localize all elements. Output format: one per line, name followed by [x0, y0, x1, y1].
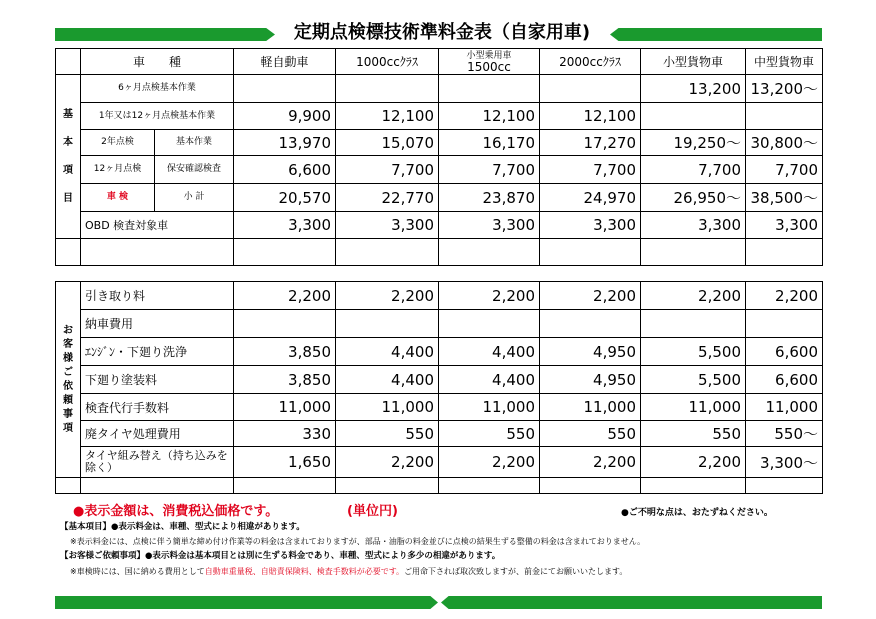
cell: 7,700 — [439, 156, 540, 184]
side-char: 目 — [63, 192, 73, 204]
cell: 3,850 — [234, 338, 336, 366]
side-char: 頼 — [63, 394, 73, 406]
header-mid-freight: 中型貨物車 — [746, 49, 823, 75]
cell: 11,000 — [336, 394, 439, 421]
cell: 30,800～ — [746, 130, 823, 156]
cell: 20,570 — [234, 184, 336, 212]
cell: 330 — [234, 421, 336, 447]
cell: 2,200 — [439, 282, 540, 310]
row-label-1year: 1年又は12ヶ月点検基本作業 — [81, 103, 234, 130]
cell: 17,270 — [540, 130, 641, 156]
cell — [746, 310, 823, 338]
cell — [540, 75, 641, 103]
row-label-tire-disposal: 廃タイヤ処理費用 — [81, 421, 234, 447]
cell — [336, 310, 439, 338]
row-label-shaken: 車 検 — [81, 184, 155, 212]
cell: 3,300 — [746, 212, 823, 239]
cell: 2,200 — [746, 282, 823, 310]
header-small-freight: 小型貨物車 — [641, 49, 746, 75]
cell: 11,000 — [746, 394, 823, 421]
cell — [336, 75, 439, 103]
cell: 11,000 — [439, 394, 540, 421]
side-char: 様 — [63, 352, 73, 364]
cell: 3,300 — [641, 212, 746, 239]
cell — [234, 310, 336, 338]
header-1000cc: 1000ccｸﾗｽ — [336, 49, 439, 75]
cell: 4,400 — [439, 338, 540, 366]
cell: 4,950 — [540, 366, 641, 394]
cell: 15,070 — [336, 130, 439, 156]
contact-note: ●ご不明な点は、おたずねください。 — [621, 508, 773, 518]
row-label-6month: 6ヶ月点検基本作業 — [81, 75, 234, 103]
cell — [746, 103, 823, 130]
cell: 13,200 — [641, 75, 746, 103]
side-char: ご — [63, 366, 73, 378]
note-request: 【お客様ご依頼事項】●表示料金は基本項目とは別に生ずる料金であり、車種、型式により多少の相違があります。 — [60, 551, 501, 561]
cell — [439, 75, 540, 103]
cell: 22,770 — [336, 184, 439, 212]
row-label-engine-wash: ｴﾝｼﾞﾝ・下廻り洗浄 — [81, 338, 234, 366]
cell — [641, 103, 746, 130]
cell: 2,200 — [234, 282, 336, 310]
row-label-inspection-fee: 検査代行手数料 — [81, 394, 234, 421]
unit-note: (単位円) — [347, 504, 398, 519]
row-label-delivery: 納車費用 — [81, 310, 234, 338]
cell: 6,600 — [746, 338, 823, 366]
note-shaken-b: ご用命下されば取次致しますが、前金にてお願いいたします。 — [404, 567, 628, 576]
cell: 6,600 — [746, 366, 823, 394]
cell: 24,970 — [540, 184, 641, 212]
row-label-tire-change: タイヤ組み替え（持ち込みを除く） — [81, 447, 234, 478]
cell: 3,300～ — [746, 447, 823, 478]
top-banner-left — [55, 28, 275, 41]
row-label-safety-check: 保安確認検査 — [155, 156, 234, 184]
side-label-request — [56, 282, 81, 478]
row-label-subtotal: 小 計 — [155, 184, 234, 212]
side-char: お — [63, 324, 73, 336]
cell: 3,300 — [540, 212, 641, 239]
basic-items-table — [55, 48, 823, 266]
row-label-underbody-paint: 下廻り塗装料 — [81, 366, 234, 394]
header-kei: 軽自動車 — [234, 49, 336, 75]
cell: 13,200～ — [746, 75, 823, 103]
cell: 12,100 — [540, 103, 641, 130]
cell — [234, 75, 336, 103]
header-small-line2: 1500cc — [467, 59, 511, 74]
cell: 38,500～ — [746, 184, 823, 212]
cell: 9,900 — [234, 103, 336, 130]
side-label-basic — [56, 75, 81, 239]
note-basic: 【基本項目】●表示料金は、車種、型式により相違があります。 — [60, 522, 305, 532]
cell: 11,000 — [234, 394, 336, 421]
cell — [641, 310, 746, 338]
row-label-pickup: 引き取り料 — [81, 282, 234, 310]
cell: 550 — [540, 421, 641, 447]
cell: 12,100 — [439, 103, 540, 130]
row-label-2year: 2年点検 — [81, 130, 155, 156]
cell: 11,000 — [641, 394, 746, 421]
tax-note: ●表示金額は、消費税込価格です。 — [73, 504, 279, 519]
cell: 7,700 — [336, 156, 439, 184]
side-char: 基 — [63, 108, 73, 120]
cell — [439, 310, 540, 338]
cell: 19,250～ — [641, 130, 746, 156]
cell: 550 — [641, 421, 746, 447]
cell: 2,200 — [336, 282, 439, 310]
side-char: 事 — [63, 408, 73, 420]
cell: 2,200 — [540, 282, 641, 310]
side-char: 依 — [63, 380, 73, 392]
cell: 3,300 — [336, 212, 439, 239]
cell: 2,200 — [641, 447, 746, 478]
cell: 4,400 — [336, 366, 439, 394]
note-included: ※表示料金には、点検に伴う簡単な締め付け作業等の料金は含まれておりますが、部品・油脂の料金並びに点検の結果生ずる整備の料金は含まれておりません。 — [70, 537, 646, 546]
cell: 4,950 — [540, 338, 641, 366]
side-char: 項 — [63, 422, 73, 434]
cell: 550～ — [746, 421, 823, 447]
customer-request-table — [55, 281, 823, 494]
header-2000cc: 2000ccｸﾗｽ — [540, 49, 641, 75]
bottom-banner-right — [441, 596, 822, 609]
row-label-obd: OBD 検査対象車 — [81, 212, 234, 239]
cell: 13,970 — [234, 130, 336, 156]
cell: 550 — [336, 421, 439, 447]
header-small-line1: 小型乗用車 — [466, 50, 512, 61]
cell: 7,700 — [641, 156, 746, 184]
note-shaken-red: 自動車重量税、自賠責保険料、検査手数料が必要です。 — [204, 567, 405, 576]
cell: 4,400 — [439, 366, 540, 394]
header-vehicle-type: 車 種 — [81, 49, 234, 75]
side-char: 本 — [63, 136, 73, 148]
cell: 16,170 — [439, 130, 540, 156]
cell: 23,870 — [439, 184, 540, 212]
side-char: 項 — [63, 164, 73, 176]
page-title: 定期点検標技術準料金表（自家用車) — [293, 22, 591, 43]
row-label-12month: 12ヶ月点検 — [81, 156, 155, 184]
cell: 550 — [439, 421, 540, 447]
row-label-basic-work: 基本作業 — [155, 130, 234, 156]
cell: 3,300 — [439, 212, 540, 239]
cell: 2,200 — [540, 447, 641, 478]
cell: 12,100 — [336, 103, 439, 130]
cell: 5,500 — [641, 338, 746, 366]
cell: 26,950～ — [641, 184, 746, 212]
cell: 11,000 — [540, 394, 641, 421]
cell — [540, 310, 641, 338]
note-shaken — [70, 565, 627, 578]
cell: 2,200 — [336, 447, 439, 478]
side-char: 客 — [63, 338, 73, 350]
cell: 4,400 — [336, 338, 439, 366]
top-banner-right — [610, 28, 822, 41]
header-small-passenger — [439, 49, 540, 75]
cell: 1,650 — [234, 447, 336, 478]
cell: 6,600 — [234, 156, 336, 184]
cell: 7,700 — [746, 156, 823, 184]
cell: 2,200 — [641, 282, 746, 310]
bottom-banner-left — [55, 596, 438, 609]
cell: 7,700 — [540, 156, 641, 184]
cell: 3,300 — [234, 212, 336, 239]
cell: 5,500 — [641, 366, 746, 394]
note-shaken-a: ※車検時には、国に納める費用として — [70, 567, 205, 576]
cell: 2,200 — [439, 447, 540, 478]
cell: 3,850 — [234, 366, 336, 394]
